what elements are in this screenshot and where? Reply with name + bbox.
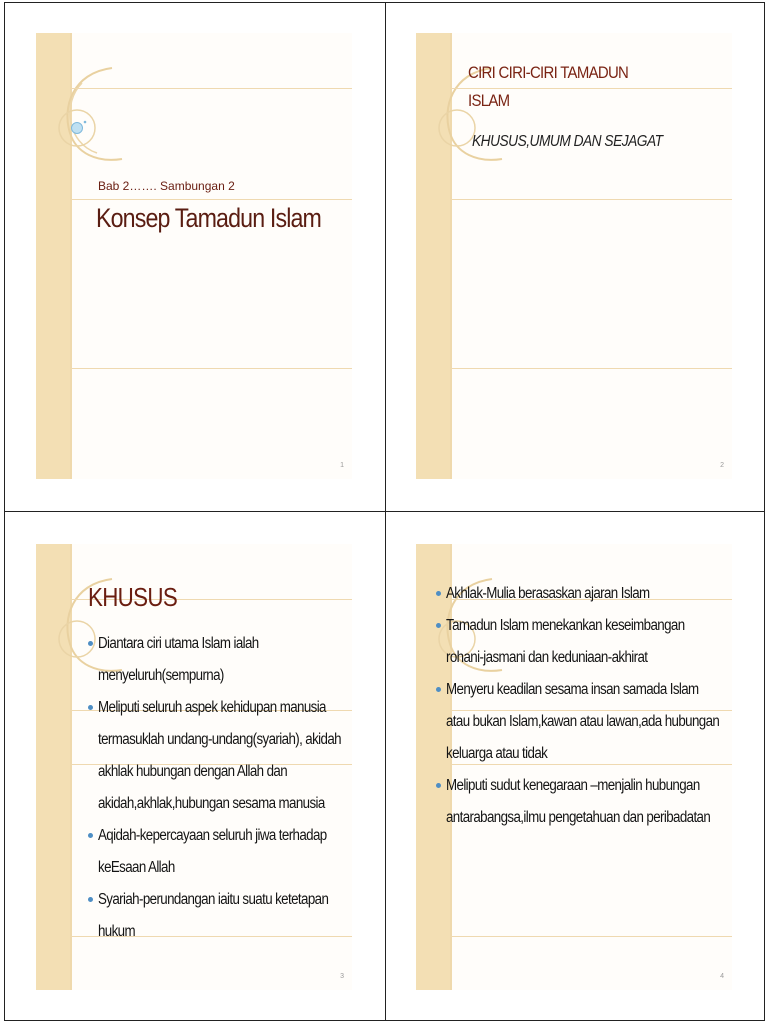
swirl-ornament-icon xyxy=(42,63,152,173)
slide-2 xyxy=(416,33,732,479)
bullet-icon xyxy=(88,897,93,902)
bullet-icon xyxy=(436,687,441,692)
slide-subheading: KHUSUS,UMUM DAN SEJAGAT xyxy=(472,133,663,150)
bullet-icon xyxy=(436,591,441,596)
list-item-text: Tamadun Islam menekankan keseimbangan rohani-jasmani dan keduniaan-akhirat xyxy=(446,617,685,666)
list-item xyxy=(88,628,343,692)
list-item-text: Syariah-perundangan iaitu suatu ketetapan hukum xyxy=(98,891,329,940)
list-item-text: Aqidah-kepercayaan seluruh jiwa terhadap keEsaan Allah xyxy=(98,827,327,876)
list-item xyxy=(436,578,724,610)
page-number: 3 xyxy=(340,973,344,980)
slide-subtitle: Bab 2……. Sambungan 2 xyxy=(98,179,235,193)
slide-3 xyxy=(36,544,352,990)
bullet-icon xyxy=(436,623,441,628)
divider-line xyxy=(70,368,352,369)
slide-title: Konsep Tamadun Islam xyxy=(96,203,322,233)
page-number: 4 xyxy=(720,973,724,980)
page-number: 2 xyxy=(720,462,724,469)
slide-4 xyxy=(416,544,732,990)
list-item xyxy=(88,884,343,948)
slide-1 xyxy=(36,33,352,479)
list-item-text: Menyeru keadilan sesama insan samada Islam atau bukan Islam,kawan atau lawan,ada hubungan keluarga atau tidak xyxy=(446,681,720,762)
divider-line xyxy=(450,199,732,200)
bullet-icon xyxy=(88,705,93,710)
list-item xyxy=(436,674,724,770)
list-item xyxy=(88,692,343,820)
bullet-icon xyxy=(88,833,93,838)
slide-heading xyxy=(468,59,635,115)
bullet-list xyxy=(436,578,724,834)
list-item xyxy=(88,820,343,884)
divider-line xyxy=(450,936,732,937)
bullet-icon xyxy=(88,641,93,646)
heading-line-1: CIRI CIRI-CIRI TAMADUN xyxy=(468,63,629,82)
divider-line xyxy=(70,88,352,89)
list-item-text: Diantara ciri utama Islam ialah menyeluruh(sempurna) xyxy=(98,635,259,684)
list-item xyxy=(436,770,724,834)
list-item-text: Akhlak-Mulia berasaskan ajaran Islam xyxy=(446,585,650,602)
slide-heading: KHUSUS xyxy=(88,582,178,612)
heading-line-2: ISLAM xyxy=(468,91,510,110)
divider-line xyxy=(450,368,732,369)
divider-line xyxy=(70,199,352,200)
list-item-text: Meliputi seluruh aspek kehidupan manusia termasuklah undang-undang(syariah), akidah akhlak hubungan dengan Allah dan akidah,akhlak,hubungan sesama manusia xyxy=(98,699,341,812)
list-item xyxy=(436,610,724,674)
bullet-list xyxy=(88,628,343,948)
bullet-icon xyxy=(436,783,441,788)
page-number: 1 xyxy=(340,462,344,469)
list-item-text: Meliputi sudut kenegaraan –menjalin hubungan antarabangsa,ilmu pengetahuan dan peribadatan xyxy=(446,777,711,826)
